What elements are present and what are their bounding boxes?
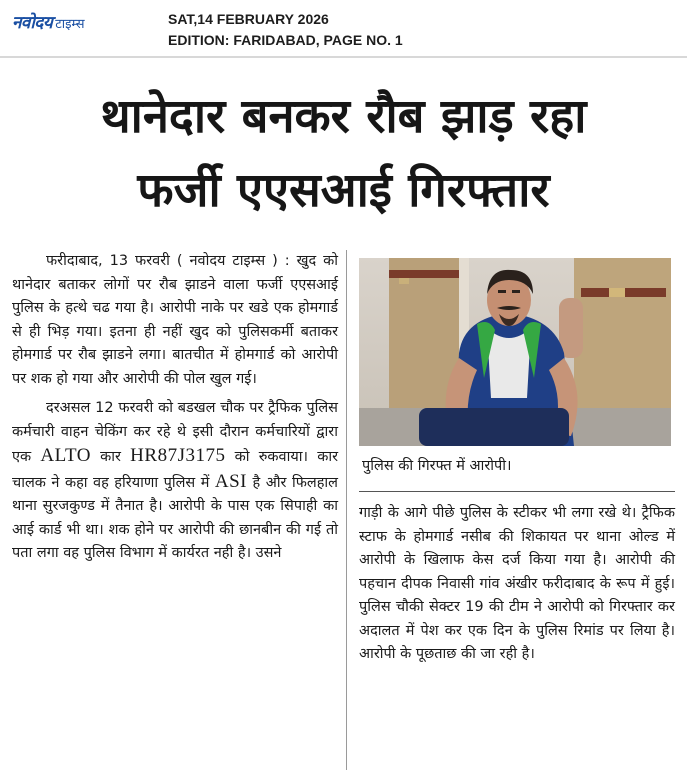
paragraph-1: फरीदाबाद, 13 फरवरी ( नवोदय टाइम्स ) : खुद को थानेदार बताकर लोगों पर रौब झाडने वाला फर्जी एएसआई पुलिस के हत्थे चढ गया है। आरोपी नाके पर खडे एक होमगार्ड से ही भिड़ गया। इतना ही नहीं खुद को पुलिसकर्मी बताकर होमगार्ड पर रौब झाडने लगा। बातचीत में होमगार्ड को आरोपी पर शक हो गया और आरोपी की पोल खुल गई। bbox=[12, 253, 338, 387]
caption-divider bbox=[359, 491, 675, 492]
logo-main-text: नवोदय bbox=[12, 13, 53, 33]
article-column-left bbox=[12, 250, 338, 566]
logo-sub-text: टाइम्स bbox=[55, 17, 85, 32]
headline-line-2: फर्जी एएसआई गिरफ्तार bbox=[137, 163, 550, 218]
paragraph-3: गाड़ी के आगे पीछे पुलिस के स्टीकर भी लगा रखे थे। ट्रैफिक स्टाफ के होमगार्ड नसीब की शिकायत पर थाना ओल्ड में आरोपी के खिलाफ केस दर्ज किया गया है। आरोपी की पहचान दीपक निवासी गांव अंखीर फरीदाबाद के रूप में हुई। पुलिस चौकी सेक्टर 19 की टीम ने आरोपी को गिरफ्तार कर अदालत में पेश कर एक दिन के पुलिस रिमांड पर लिया है। आरोपी के पूछताछ की जा रही है। bbox=[359, 505, 675, 662]
edition-info bbox=[168, 9, 403, 51]
registration-number: HR87J3175 bbox=[130, 445, 226, 466]
car-model: ALTO bbox=[40, 445, 91, 466]
para2-part-b: कार bbox=[100, 449, 121, 465]
publication-date: SAT,14 FEBRUARY 2026 bbox=[168, 11, 329, 27]
headline-line-1: थानेदार बनकर रौब झाड़ रहा bbox=[100, 89, 587, 144]
accused-photo[interactable] bbox=[359, 258, 671, 446]
para2-part-d: है और फिलहाल थाना सुरजकुण्ड में तैनात है। आरोपी के पास एक सिपाही का आई कार्ड भी था। शक होने पर आरोपी की छानबीन की गई तो पता लगा वह पुलिस विभाग में कार्यरत नही है। उसने bbox=[12, 474, 339, 561]
headline bbox=[0, 86, 687, 222]
article-column-right bbox=[359, 502, 675, 667]
edition-page: EDITION: FARIDABAD, PAGE NO. 1 bbox=[168, 32, 403, 48]
masthead-bar bbox=[0, 0, 687, 58]
photo-caption: पुलिस की गिरफ्त में आरोपी। bbox=[362, 458, 512, 474]
rank-abbrev: ASI bbox=[214, 470, 248, 492]
column-divider bbox=[346, 250, 347, 770]
photo-illustration bbox=[359, 258, 671, 446]
newspaper-logo[interactable] bbox=[12, 10, 85, 34]
paragraph-2 bbox=[12, 397, 338, 566]
para2-part-c: को रुकवाया। कार चालक ने कहा वह हरियाणा पुलिस में bbox=[12, 449, 339, 491]
para2-part-a: दरअसल 12 फरवरी को बडखल चौक पर ट्रैफिक पुलिस कर्मचारी वाहन चेकिंग कर रहे थे इसी दौरान कर्मचारियों द्वारा एक bbox=[12, 400, 338, 465]
